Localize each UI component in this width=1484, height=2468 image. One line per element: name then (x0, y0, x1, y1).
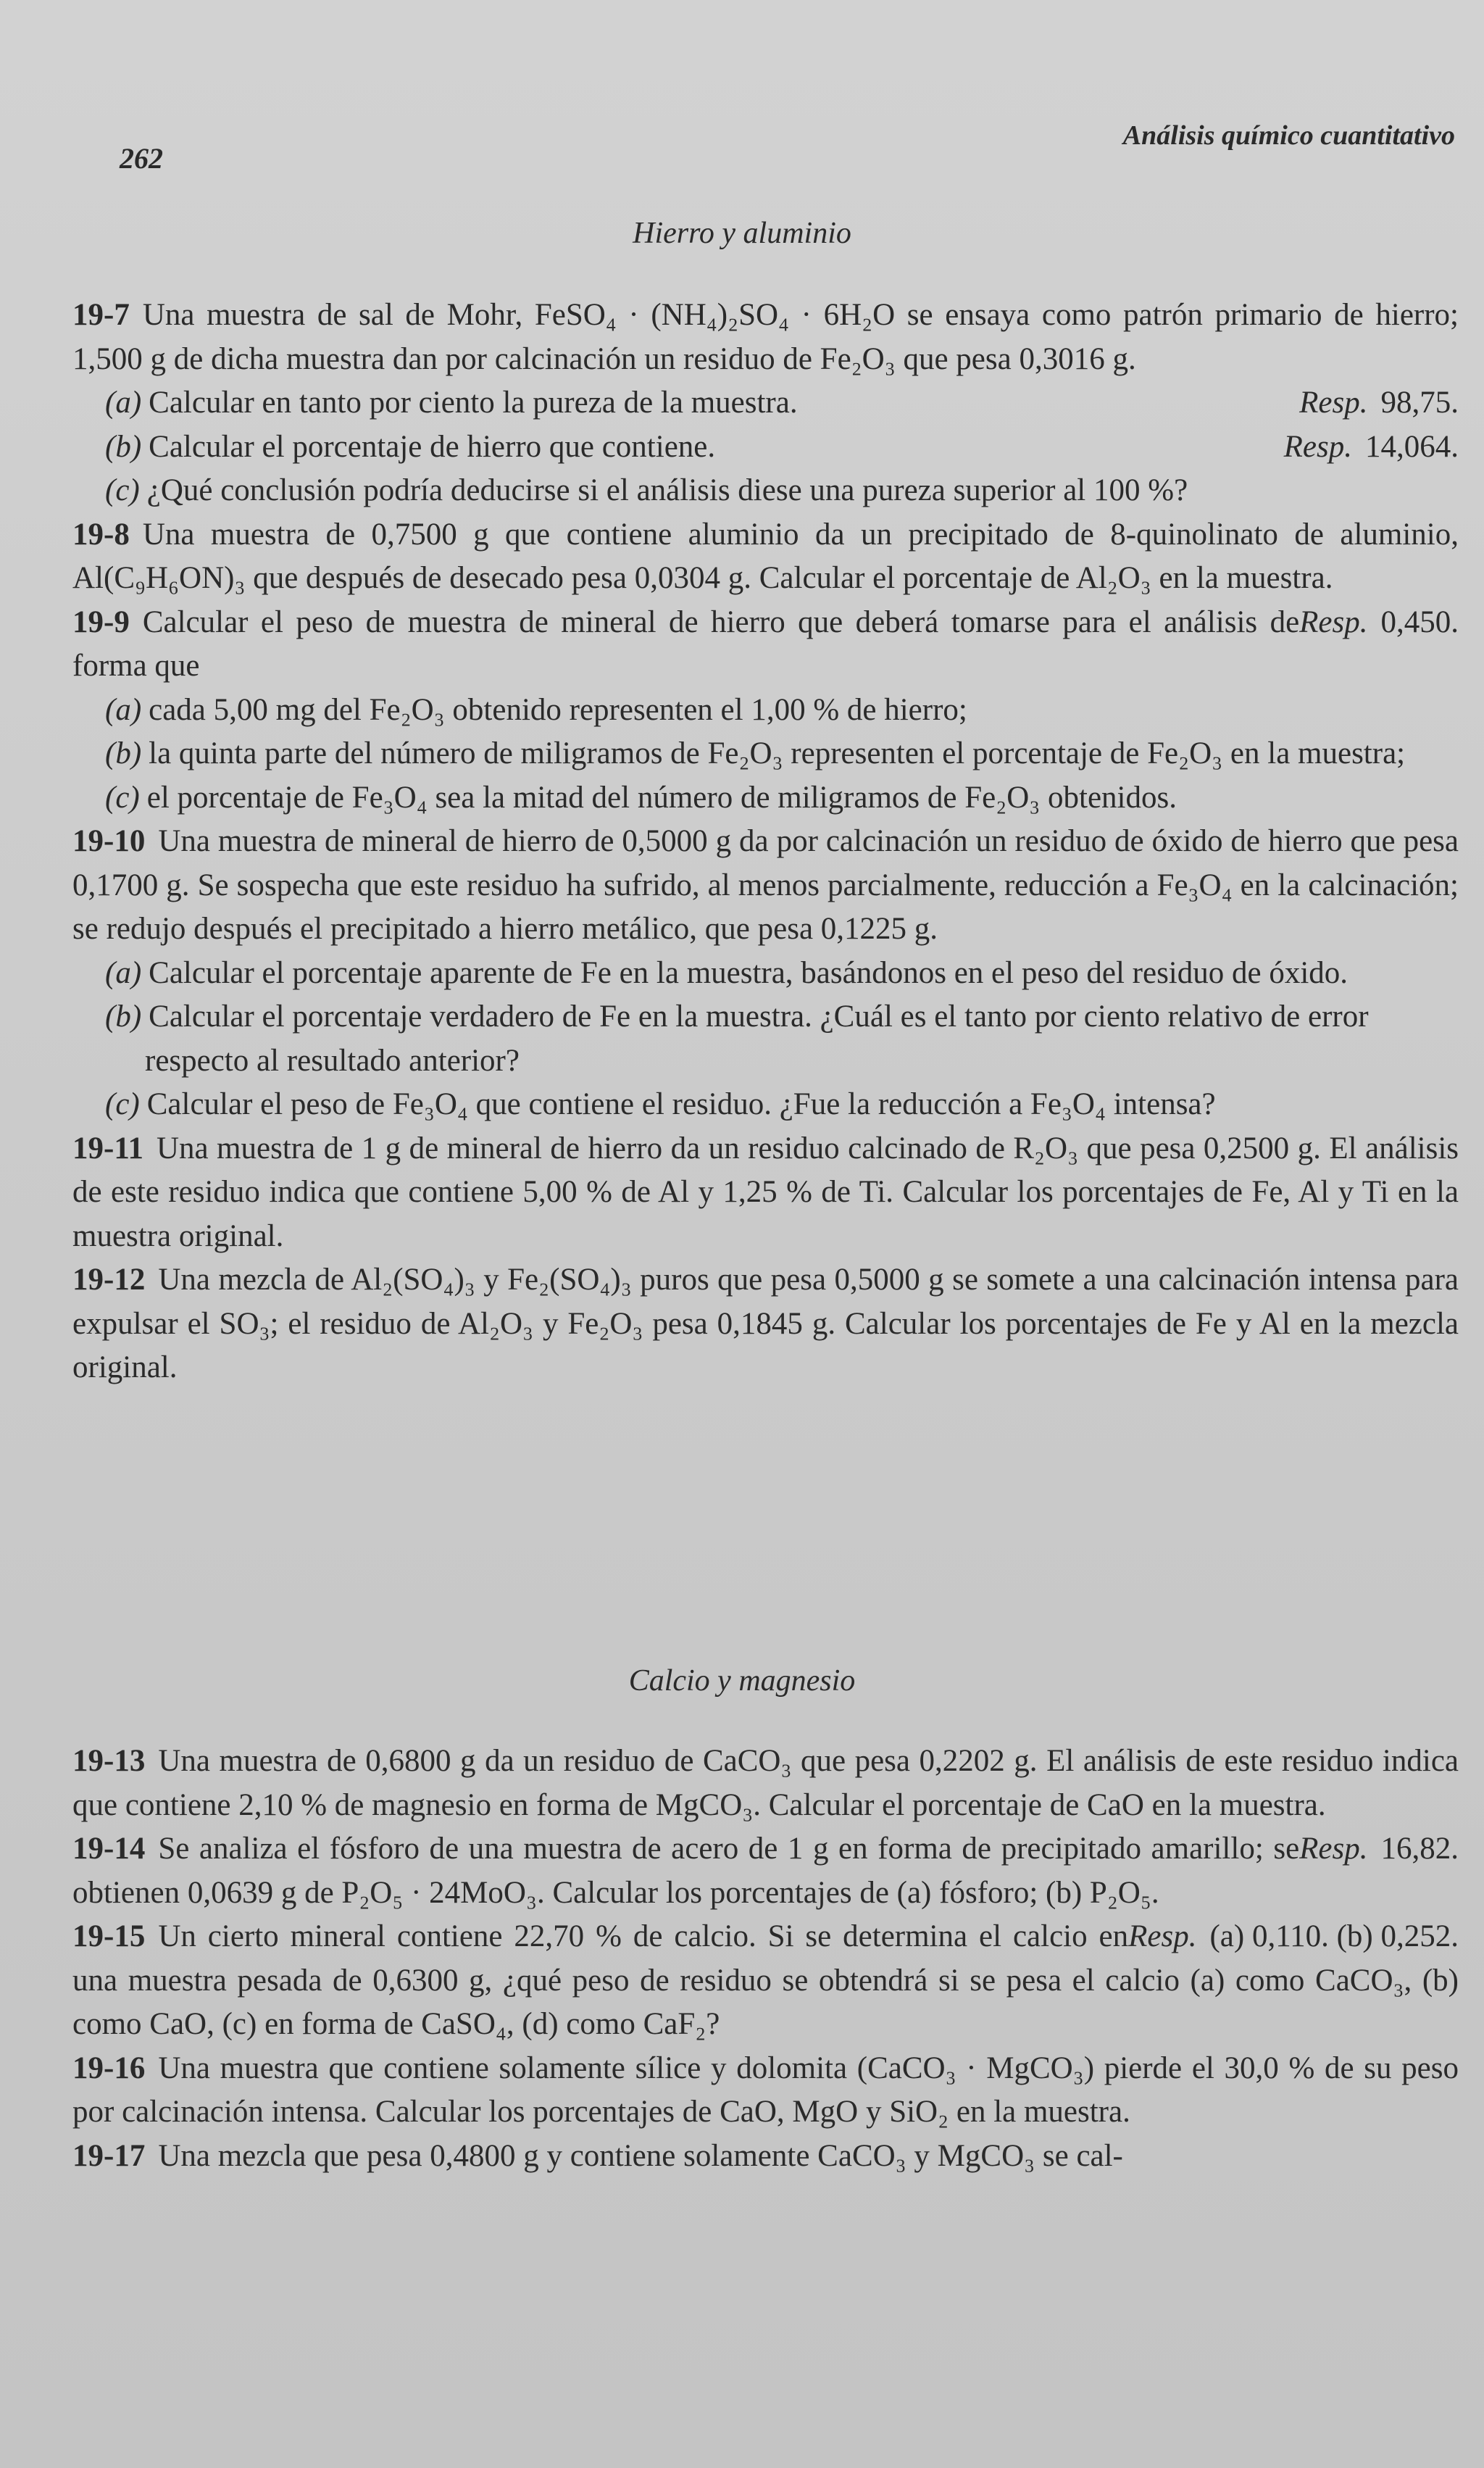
problem-19-7 (72, 294, 1459, 381)
problem-text: Una muestra de 0,6800 g da un residuo de CaCO₃ que pesa 0,2202 g. El análisis de este residuo indica que contiene 2,10 % de magnesio en forma de MgCO₃. Calcular el porcentaje de CaO en la muestra. (72, 1744, 1459, 1822)
answer-value: 16,82. (1380, 1832, 1459, 1866)
part-label: (b) (105, 736, 142, 770)
problem-text: Una muestra de mineral de hierro de 0,5000 g da por calcinación un residuo de óxido de hierro que pesa 0,1700 g. Se sospecha que este residuo ha sufrido, al menos parcialmente, reducción a Fe₃O₄ en la calcinación; se redujo después el precipitado a hierro metálico, que pesa 0,1225 g. (72, 824, 1459, 946)
part-label: (b) (105, 429, 142, 464)
part-label: (a) (105, 955, 142, 990)
problem-number: 19-9 (72, 604, 130, 639)
part-label: (c) (105, 780, 140, 815)
answer-label: Resp. (1128, 1919, 1197, 1953)
problem-number: 19-16 (72, 2051, 146, 2085)
problem-19-11 (72, 1127, 1459, 1259)
answer (1283, 425, 1459, 470)
problem-19-10 (72, 820, 1459, 952)
page-number: 262 (120, 142, 163, 175)
part-label: (c) (105, 473, 140, 507)
problem-text: Una muestra de 1 g de mineral de hierro da un residuo calcinado de R₂O₃ que pesa 0,2500 g. El análisis de este residuo indica que contiene 5,00 % de Al y 1,25 % de Ti. Calcular los porcentajes de Fe, Al y Ti en la muestra original. (72, 1131, 1459, 1253)
problem-19-12 (72, 1258, 1459, 1390)
part-label: (c) (105, 1087, 140, 1121)
answer-value: (a) 0,110. (b) 0,252. (1209, 1919, 1459, 1953)
problem-19-17 (72, 2135, 1459, 2179)
part-label: (b) (105, 1000, 142, 1034)
problem-number: 19-15 (72, 1919, 146, 1953)
problem-number: 19-7 (72, 298, 130, 332)
part-label: (a) (105, 386, 142, 420)
section-calcio-body (72, 1740, 1459, 2178)
problem-text: Se analiza el fósforo de una muestra de acero de 1 g en forma de precipitado amarillo; se obtienen 0,0639 g de P₂O₅ · 24MoO₃. Calcular los porcentajes de (a) fósforo; (b) P₂O₅. (72, 1832, 1300, 1910)
answer-label: Resp. (1299, 1832, 1368, 1866)
part-text: Calcular en tanto por ciento la pureza de la muestra. (149, 386, 798, 420)
part-text: el porcentaje de Fe₃O₄ sea la mitad del número de miligramos de Fe₂O₃ obtenidos. (146, 780, 1177, 815)
part-text: Calcular el porcentaje de hierro que contiene. (149, 429, 716, 464)
answer (1299, 1827, 1459, 1871)
section-hierro-body (72, 294, 1459, 1390)
part-text: Calcular el peso de Fe₃O₄ que contiene el residuo. ¿Fue la reducción a Fe₃O₄ intensa? (146, 1087, 1216, 1121)
problem-text: Una muestra que contiene solamente sílice y dolomita (CaCO₃ · MgCO₃) pierde el 30,0 % de su peso por calcinación intensa. Calcular los porcentajes de CaO, MgO y SiO₂ en la muestra. (72, 2051, 1459, 2129)
answer (1299, 601, 1459, 645)
part-text: Calcular el porcentaje aparente de Fe en la muestra, basándonos en el peso del residuo de óxido. (149, 955, 1348, 990)
problem-19-16 (72, 2047, 1459, 2135)
answer (1128, 1915, 1459, 1959)
problem-number: 19-10 (72, 824, 146, 858)
part-text: cada 5,00 mg del Fe₂O₃ obtenido representen el 1,00 % de hierro; (149, 692, 967, 727)
running-title: Análisis químico cuantitativo (1122, 120, 1455, 151)
problem-number: 19-13 (72, 1744, 146, 1778)
problem-part (72, 689, 1459, 733)
problem-part (72, 952, 1459, 996)
answer-value: 98,75. (1380, 386, 1459, 420)
problem-19-9 (72, 601, 1459, 689)
answer-label: Resp. (1299, 604, 1368, 639)
problem-text: Calcular el peso de muestra de mineral de hierro que deberá tomarse para el análisis de forma que (72, 604, 1300, 683)
problem-number: 19-17 (72, 2138, 146, 2173)
problem-part (72, 732, 1459, 776)
problem-part (72, 995, 1459, 1083)
problem-number: 19-11 (72, 1131, 143, 1166)
problem-number: 19-8 (72, 517, 130, 552)
answer (1299, 381, 1459, 425)
problem-part (72, 1083, 1459, 1127)
part-text: Calcular el porcentaje verdadero de Fe en la muestra. ¿Cuál es el tanto por ciento relativo de error respecto al resultado anterior? (145, 1000, 1369, 1078)
problem-text: Una mezcla de Al₂(SO₄)₃ y Fe₂(SO₄)₃ puros que pesa 0,5000 g se somete a una calcinación intensa para expulsar el SO₃; el residuo de Al₂O₃ y Fe₂O₃ pesa 0,1845 g. Calcular los porcentajes de Fe y Al en la mezcla original. (72, 1263, 1459, 1384)
problem-part (72, 381, 1459, 425)
part-text: ¿Qué conclusión podría deducirse si el análisis diese una pureza superior al 100 %? (146, 473, 1188, 507)
section-title-calcio: Calcio y magnesio (628, 1664, 856, 1698)
problem-text: Una mezcla que pesa 0,4800 g y contiene solamente CaCO₃ y MgCO₃ se cal- (158, 2138, 1123, 2173)
answer-label: Resp. (1283, 429, 1352, 464)
answer-value: 0,450. (1380, 604, 1459, 639)
problem-text: Una muestra de 0,7500 g que contiene aluminio da un precipitado de 8-quinolinato de aluminio, Al(C₉H₆ON)₃ que después de desecado pesa 0,0304 g. Calcular el porcentaje de Al₂O₃ en la muestra. (72, 517, 1459, 595)
part-text: la quinta parte del número de miligramos de Fe₂O₃ representen el porcentaje de Fe₂O₃ en la muestra; (149, 736, 1406, 770)
part-label: (a) (105, 692, 142, 727)
section-title-hierro: Hierro y aluminio (633, 217, 851, 250)
problem-part (72, 469, 1459, 513)
answer-value: 14,064. (1365, 429, 1459, 464)
problem-part (72, 425, 1459, 470)
problem-part (72, 776, 1459, 820)
problem-text: Una muestra de sal de Mohr, FeSO₄ · (NH₄)₂SO₄ · 6H₂O se ensaya como patrón primario de hierro; 1,500 g de dicha muestra dan por calcinación un residuo de Fe₂O₃ que pesa 0,3016 g. (72, 298, 1459, 376)
answer-label: Resp. (1299, 386, 1368, 420)
problem-number: 19-12 (72, 1263, 146, 1297)
problem-number: 19-14 (72, 1832, 146, 1866)
problem-text: Un cierto mineral contiene 22,70 % de calcio. Si se determina el calcio en una muestra pesada de 0,6300 g, ¿qué peso de residuo se obtendrá si se pesa el calcio (a) como CaCO₃, (b) como CaO, (c) en forma de CaSO₄, (d) como CaF₂? (72, 1919, 1459, 2041)
